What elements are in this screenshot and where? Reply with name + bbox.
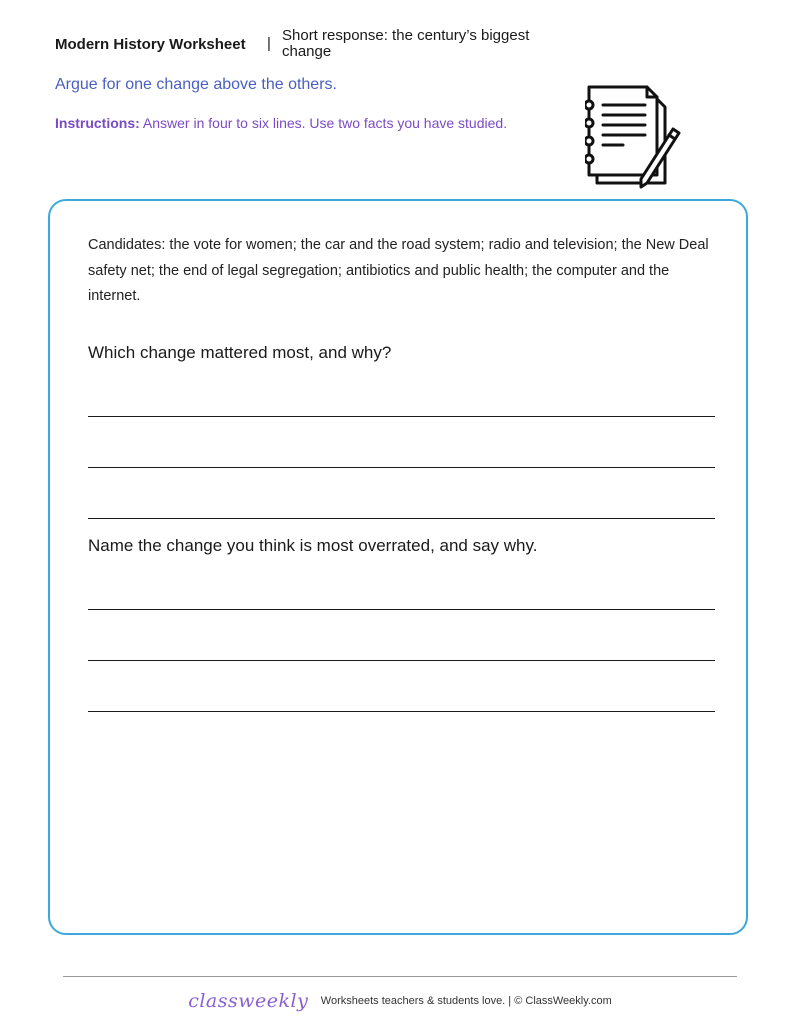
answer-line[interactable] bbox=[88, 416, 715, 417]
worksheet-header bbox=[55, 28, 575, 62]
answer-line[interactable] bbox=[88, 518, 715, 519]
instructions-label: Instructions: bbox=[55, 115, 140, 131]
brand-logo: classweekly bbox=[188, 990, 309, 1012]
answer-line[interactable] bbox=[88, 467, 715, 468]
candidates-text: Candidates: the vote for women; the car and the road system; radio and television; the New Deal safety net; the end of legal segregation; antibiotics and public health; the computer and the internet. bbox=[88, 237, 709, 304]
answer-line[interactable] bbox=[88, 660, 715, 661]
footer-text: Worksheets teachers & students love. | © ClassWeekly.com bbox=[320, 995, 612, 1007]
notepad-with-pencil-icon bbox=[585, 83, 685, 193]
answer-line[interactable] bbox=[88, 711, 715, 712]
worksheet-tagline: Argue for one change above the others. bbox=[55, 76, 337, 93]
answer-line[interactable] bbox=[88, 609, 715, 610]
footer-divider bbox=[63, 976, 737, 977]
header-separator: | bbox=[267, 35, 271, 52]
instructions bbox=[55, 115, 507, 131]
worksheet-subject: Modern History Worksheet bbox=[55, 36, 246, 53]
response-card bbox=[48, 199, 748, 935]
question-prompt: Name the change you think is most overrated, and say why. bbox=[88, 536, 538, 555]
footer bbox=[0, 990, 800, 1012]
instructions-text: Answer in four to six lines. Use two facts you have studied. bbox=[142, 115, 508, 131]
worksheet-topic: Short response: the century’s biggest change bbox=[282, 27, 530, 60]
question-prompt: Which change mattered most, and why? bbox=[88, 343, 392, 362]
